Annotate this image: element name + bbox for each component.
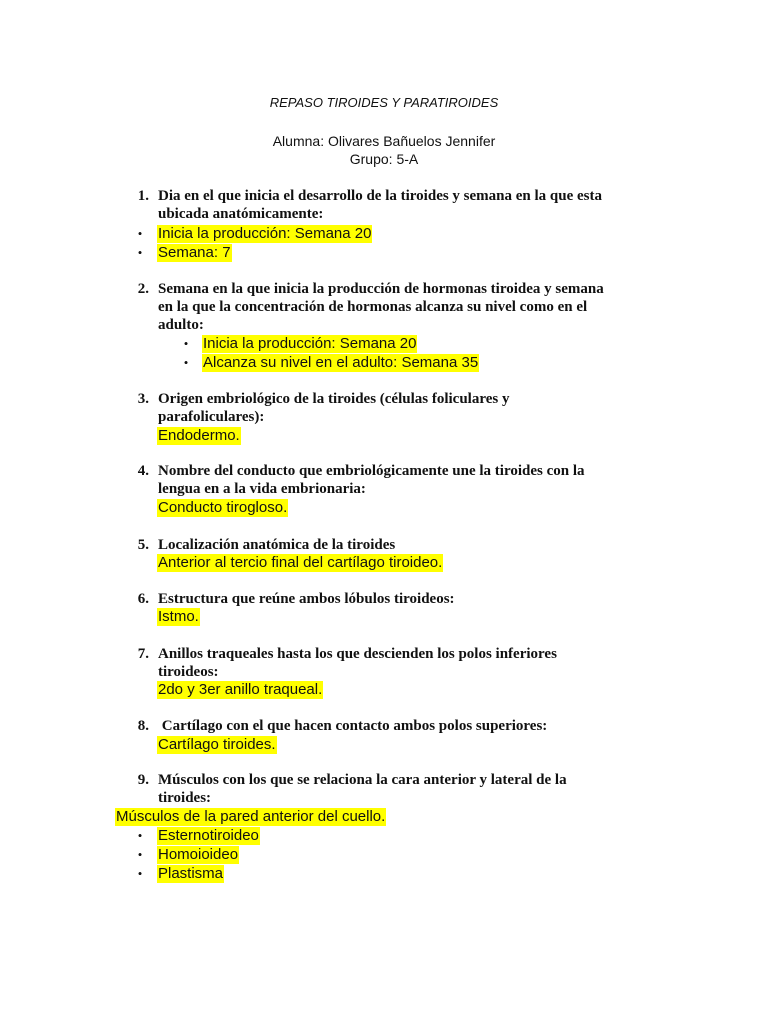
question-number: 9.	[137, 772, 149, 788]
question-text: Cartílago con el que hacen contacto ambos polos superiores:	[158, 718, 548, 734]
question-number: 7.	[137, 646, 149, 662]
bullet-icon: •	[137, 226, 143, 241]
bullet-icon: •	[137, 847, 143, 862]
bullet-icon: •	[137, 245, 143, 260]
question-text: Anillos traqueales hasta los que descienden los polos inferiores	[158, 646, 557, 662]
answer-highlight: Inicia la producción: Semana 20	[158, 225, 372, 242]
question-number: 4.	[137, 463, 149, 479]
bullet-icon: •	[183, 355, 189, 370]
question-number: 6.	[137, 591, 149, 607]
question-number: 8.	[137, 718, 149, 734]
answer-highlight: Esternotiroideo	[158, 827, 259, 844]
question-text: lengua en a la vida embrionaria:	[158, 481, 366, 497]
document-title: REPASO TIROIDES Y PARATIROIDES	[269, 95, 499, 110]
answer-highlight: Semana: 7	[158, 244, 231, 261]
question-text: adulto:	[158, 317, 204, 333]
answer-highlight: Alcanza su nivel en el adulto: Semana 35	[203, 354, 479, 371]
answer-highlight: Anterior al tercio final del cartílago tiroideo.	[158, 554, 443, 571]
answer-highlight: Cartílago tiroides.	[158, 736, 276, 753]
question-text: Localización anatómica de la tiroides	[158, 537, 396, 553]
question-text: Músculos con los que se relaciona la cara anterior y lateral de la	[158, 772, 567, 788]
bullet-icon: •	[137, 866, 143, 881]
bullet-icon: •	[183, 336, 189, 351]
answer-highlight: Conducto tirogloso.	[158, 499, 288, 516]
question-text: Nombre del conducto que embriológicamente une la tiroides con la	[158, 463, 585, 479]
answer-highlight: Inicia la producción: Semana 20	[203, 335, 417, 352]
answer-highlight: Endodermo.	[158, 427, 240, 444]
student-name: Alumna: Olivares Bañuelos Jennifer	[272, 133, 496, 149]
answer-highlight: Músculos de la pared anterior del cuello.	[116, 808, 386, 825]
answer-highlight: Istmo.	[158, 608, 199, 625]
question-text: Estructura que reúne ambos lóbulos tiroideos:	[158, 591, 455, 607]
question-number: 2.	[137, 281, 149, 297]
question-number: 1.	[137, 188, 149, 204]
question-number: 5.	[137, 537, 149, 553]
question-text: tiroides:	[158, 790, 212, 806]
question-text: Origen embriológico de la tiroides (células foliculares y	[158, 391, 510, 407]
question-text: en la que la concentración de hormonas alcanza su nivel como en el	[158, 299, 588, 315]
question-text: parafoliculares):	[158, 409, 265, 425]
question-number: 3.	[137, 391, 149, 407]
question-text: Semana en la que inicia la producción de hormonas tiroidea y semana	[158, 281, 604, 297]
question-text: tiroideos:	[158, 664, 219, 680]
question-text: Dia en el que inicia el desarrollo de la tiroides y semana en la que esta	[158, 188, 603, 204]
question-text: ubicada anatómicamente:	[158, 206, 324, 222]
answer-highlight: 2do y 3er anillo traqueal.	[158, 681, 323, 698]
group-label: Grupo: 5-A	[349, 151, 419, 167]
bullet-icon: •	[137, 828, 143, 843]
answer-highlight: Homoioideo	[158, 846, 239, 863]
answer-highlight: Plastisma	[158, 865, 224, 882]
